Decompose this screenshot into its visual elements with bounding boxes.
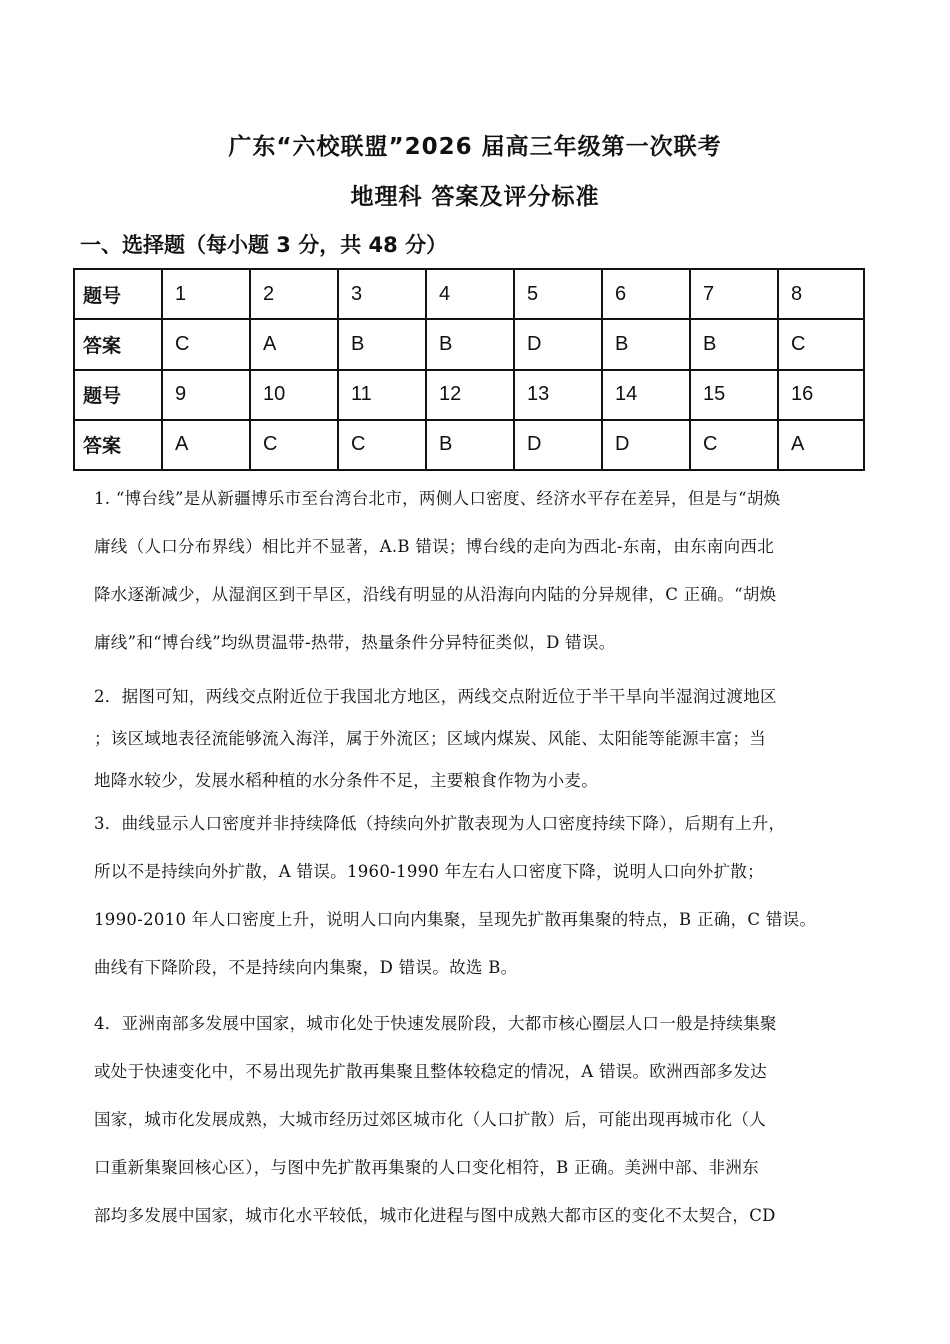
paragraph-line: 口重新集聚回核心区），与图中先扩散再集聚的人口变化相符，B 正确。美洲中部、非洲东 — [94, 1158, 759, 1177]
question-number-cell: 5 — [514, 269, 602, 319]
answer-cell: B — [338, 319, 426, 369]
answer-cell: B — [690, 319, 778, 369]
paragraph-line: 降水逐渐减少，从湿润区到干旱区，沿线有明显的从沿海向内陆的分异规律，C 正确。“胡焕 — [94, 585, 777, 604]
paragraph-line: 1. “博台线”是从新疆博乐市至台湾台北市，两侧人口密度、经济水平存在差异，但是与“胡焕 — [94, 489, 781, 508]
question-number-cell: 1 — [162, 269, 250, 319]
table-row — [74, 269, 864, 319]
question-number-cell: 8 — [778, 269, 864, 319]
table-row — [74, 420, 864, 470]
answer-cell: D — [514, 420, 602, 470]
table-row — [74, 370, 864, 420]
question-number-cell: 9 — [162, 370, 250, 420]
paragraph-line: 所以不是持续向外扩散，A 错误。1960-1990 年左右人口密度下降，说明人口向外扩散； — [94, 862, 764, 881]
explanation-paragraph — [94, 676, 880, 802]
paragraph-line: 部均多发展中国家，城市化水平较低，城市化进程与图中成熟大都市区的变化不太契合，CD — [94, 1206, 776, 1225]
paragraph-line: 3．曲线显示人口密度并非持续降低（持续向外扩散表现为人口密度持续下降），后期有上升， — [94, 814, 786, 833]
answer-cell: A — [162, 420, 250, 470]
answer-cell: B — [426, 319, 514, 369]
section-heading: 一、选择题（每小题 3 分，共 48 分） — [80, 233, 448, 257]
paragraph-line: 曲线有下降阶段，不是持续向内集聚，D 错误。故选 B。 — [94, 958, 518, 977]
question-number-cell: 4 — [426, 269, 514, 319]
question-number-cell: 3 — [338, 269, 426, 319]
paragraph-line: 2．据图可知，两线交点附近位于我国北方地区，两线交点附近位于半干旱向半湿润过渡地区 — [94, 687, 777, 706]
question-number-cell: 13 — [514, 370, 602, 420]
question-number-cell: 2 — [250, 269, 338, 319]
row-label: 答案 — [74, 319, 162, 369]
question-number-cell: 16 — [778, 370, 864, 420]
answer-cell: C — [250, 420, 338, 470]
paragraph-line: 4．亚洲南部多发展中国家，城市化处于快速发展阶段，大都市核心圈层人口一般是持续集聚 — [94, 1014, 777, 1033]
explanation-paragraph — [94, 1000, 880, 1240]
document-subtitle: 地理科 答案及评分标准 — [350, 184, 600, 210]
answer-table — [73, 268, 865, 471]
row-label: 答案 — [74, 420, 162, 470]
paragraph-line: 1990-2010 年人口密度上升，说明人口向内集聚，呈现先扩散再集聚的特点，B 正确，C 错误。 — [94, 910, 817, 929]
paragraph-line: ；该区域地表径流能够流入海洋，属于外流区；区域内煤炭、风能、太阳能等能源丰富；当 — [94, 729, 766, 748]
paragraph-line: 国家，城市化发展成熟，大城市经历过郊区城市化（人口扩散）后，可能出现再城市化（人 — [94, 1110, 766, 1129]
answer-cell: A — [778, 420, 864, 470]
paragraph-line: 庸线”和“博台线”均纵贯温带-热带，热量条件分异特征类似，D 错误。 — [94, 633, 616, 652]
question-number-cell: 7 — [690, 269, 778, 319]
question-number-cell: 10 — [250, 370, 338, 420]
explanation-paragraph — [94, 800, 880, 992]
paragraph-line: 庸线（人口分布界线）相比并不显著，A.B 错误；博台线的走向为西北-东南，由东南向西北 — [94, 537, 775, 556]
table-row — [74, 319, 864, 369]
question-number-cell: 11 — [338, 370, 426, 420]
question-number-cell: 12 — [426, 370, 514, 420]
answer-cell: C — [778, 319, 864, 369]
answer-cell: C — [690, 420, 778, 470]
question-number-cell: 6 — [602, 269, 690, 319]
answer-cell: B — [602, 319, 690, 369]
question-number-cell: 14 — [602, 370, 690, 420]
answer-cell: D — [514, 319, 602, 369]
answer-cell: B — [426, 420, 514, 470]
paragraph-line: 地降水较少，发展水稻种植的水分条件不足，主要粮食作物为小麦。 — [94, 771, 598, 790]
answer-cell: D — [602, 420, 690, 470]
row-label: 题号 — [74, 269, 162, 319]
paragraph-line: 或处于快速变化中，不易出现先扩散再集聚且整体较稳定的情况，A 错误。欧洲西部多发达 — [94, 1062, 767, 1081]
document-title: 广东“六校联盟”2026 届高三年级第一次联考 — [228, 134, 722, 160]
answer-cell: C — [162, 319, 250, 369]
answer-cell: A — [250, 319, 338, 369]
answer-cell: C — [338, 420, 426, 470]
question-number-cell: 15 — [690, 370, 778, 420]
explanation-paragraph — [94, 475, 880, 667]
row-label: 题号 — [74, 370, 162, 420]
